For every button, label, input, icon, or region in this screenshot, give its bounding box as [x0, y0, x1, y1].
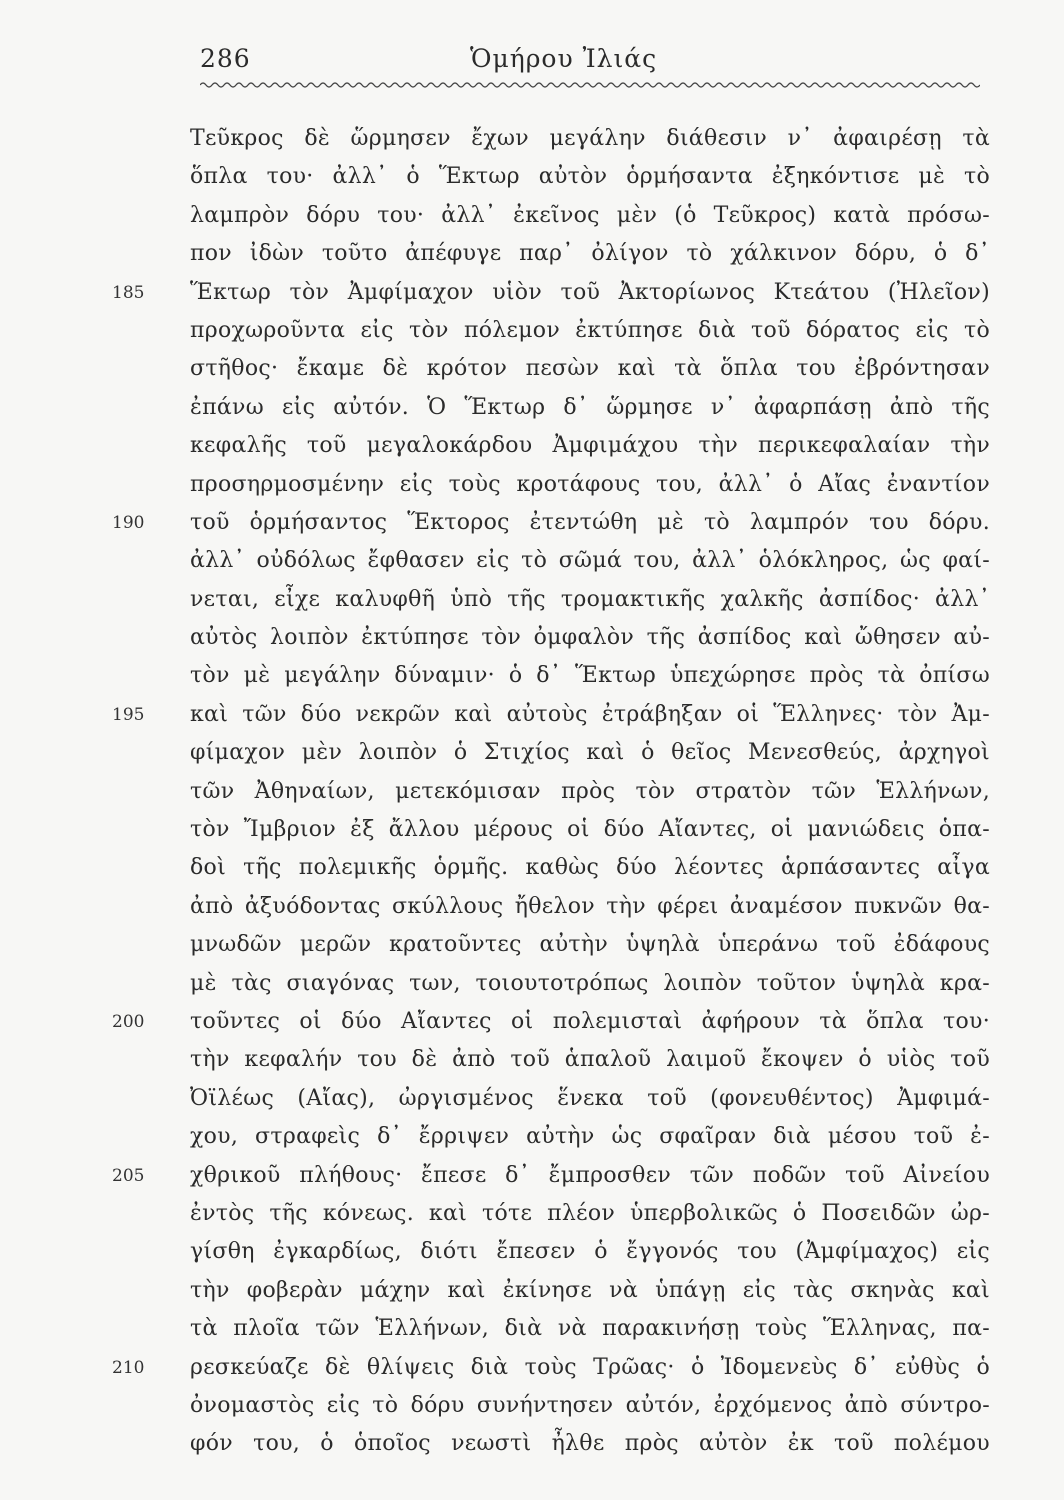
text-line: Ἕκτωρ τὸν Ἀμφίμαχον υἱὸν τοῦ Ἀκτορίωνος Κτεάτου (Ἠλεῖον) — [190, 279, 990, 305]
text-line: ἐπάνω εἰς αὐτόν. Ὁ Ἕκτωρ δ᾽ ὥρμησε ν᾽ ἀφαρπάσῃ ἀπὸ τῆς — [190, 394, 990, 420]
text-line: λαμπρὸν δόρυ του· ἀλλ᾽ ἐκεῖνος μὲν (ὁ Τεῦκρος) κατὰ πρόσω- — [190, 202, 990, 228]
text-line: προσηρμοσμένην εἰς τοὺς κροτάφους του, ἀλλ᾽ ὁ Αἴας ἐναντίον — [190, 471, 990, 497]
text-line: Τεῦκρος δὲ ὥρμησεν ἔχων μεγάλην διάθεσιν ν᾽ ἀφαιρέσῃ τὰ — [190, 126, 990, 151]
text-line: κεφαλῆς τοῦ μεγαλοκάρδου Ἀμφιμάχου τὴν περικεφαλαίαν τὴν — [190, 433, 990, 459]
text-line: ὀνομαστὸς εἰς τὸ δόρυ συνήντησεν αὐτόν, ἐρχόμενος ἀπὸ σύντρο- — [190, 1392, 990, 1418]
text-line: μὲ τὰς σιαγόνας των, τοιουτοτρόπως λοιπὸν τοῦτον ὑψηλὰ κρα- — [190, 970, 990, 996]
text-line: πον ἰδὼν τοῦτο ἀπέφυγε παρ᾽ ὀλίγον τὸ χάλκινον δόρυ, ὁ δ᾽ — [190, 241, 990, 267]
text-line: τὴν φοβερὰν μάχην καὶ ἐκίνησε νὰ ὑπάγῃ εἰς τὰς σκηνὰς καὶ — [190, 1277, 990, 1303]
running-title: Ὁμήρου Ἰλιάς — [470, 44, 658, 73]
line-number: 200 — [112, 1012, 145, 1033]
text-line: στῆθος· ἔκαμε δὲ κρότον πεσὼν καὶ τὰ ὅπλα του ἐβρόντησαν — [190, 356, 990, 382]
text-line: ἀπὸ ἀξυόδοντας σκύλλους ἤθελον τὴν φέρει ἀναμέσον πυκνῶν θα- — [190, 893, 990, 919]
text-line: Ὀϊλέως (Αἴας), ὠργισμένος ἕνεκα τοῦ (φονευθέντος) Ἀμφιμά- — [190, 1085, 990, 1111]
text-line: τὰ πλοῖα τῶν Ἑλλήνων, διὰ νὰ παρακινήσῃ τοὺς Ἕλληνας, πα- — [190, 1316, 990, 1342]
text-line: χου, στραφεὶς δ᾽ ἔρριψεν αὐτὴν ὡς σφαῖραν διὰ μέσου τοῦ ἐ- — [190, 1124, 990, 1150]
text-line: τοῦντες οἱ δύο Αἴαντες οἱ πολεμισταὶ ἀφήρουν τὰ ὅπλα του· — [190, 1008, 990, 1034]
line-number: 195 — [112, 705, 145, 725]
text-line: τὸν Ἴμβριον ἐξ ἄλλου μέρους οἱ δύο Αἴαντες, οἱ μανιώδεις ὁπα- — [190, 817, 990, 843]
text-line: χθρικοῦ πλήθους· ἔπεσε δ᾽ ἔμπροσθεν τῶν ποδῶν τοῦ Αἰνείου — [190, 1162, 990, 1188]
page-header — [200, 44, 980, 84]
page-number: 286 — [200, 44, 251, 73]
line-number: 190 — [112, 513, 145, 533]
line-number: 185 — [112, 282, 145, 303]
text-line: νεται, εἶχε καλυφθῆ ὑπὸ τῆς τρομακτικῆς χαλκῆς ἀσπίδος· ἀλλ᾽ — [190, 586, 990, 612]
text-line: ρεσκεύαζε δὲ θλίψεις διὰ τοὺς Τρῶας· ὁ Ἰδομενεὺς δ᾽ εὐθὺς ὁ — [190, 1354, 990, 1380]
text-line: τὴν κεφαλήν του δὲ ἀπὸ τοῦ ἁπαλοῦ λαιμοῦ ἔκοψεν ὁ υἱὸς τοῦ — [190, 1047, 990, 1073]
wavy-rule — [200, 80, 980, 90]
text-line: φίμαχον μὲν λοιπὸν ὁ Στιχίος καὶ ὁ θεῖος Μενεσθεύς, ἀρχηγοὶ — [190, 740, 990, 766]
text-line: φόν του, ὁ ὁποῖος νεωστὶ ἦλθε πρὸς αὐτὸν ἐκ τοῦ πολέμου — [190, 1431, 990, 1457]
text-line: ἀλλ᾽ οὐδόλως ἔφθασεν εἰς τὸ σῶμά του, ἀλλ᾽ ὁλόκληρος, ὡς φαί- — [190, 548, 990, 574]
text-line: ὅπλα του· ἀλλ᾽ ὁ Ἕκτωρ αὐτὸν ὁρμήσαντα ἐξηκόντισε μὲ τὸ — [190, 164, 990, 190]
line-number: 210 — [112, 1357, 145, 1378]
text-line: προχωροῦντα εἰς τὸν πόλεμον ἐκτύπησε διὰ τοῦ δόρατος εἰς τὸ — [190, 317, 990, 343]
text-line: τὸν μὲ μεγάλην δύναμιν· ὁ δ᾽ Ἕκτωρ ὑπεχώρησε πρὸς τὰ ὀπίσω — [190, 663, 990, 689]
text-line: αὐτὸς λοιπὸν ἐκτύπησε τὸν ὀμφαλὸν τῆς ἀσπίδος καὶ ὤθησεν αὐ- — [190, 625, 990, 651]
text-line: τῶν Ἀθηναίων, μετεκόμισαν πρὸς τὸν στρατὸν τῶν Ἑλλήνων, — [190, 778, 990, 804]
text-line: γίσθη ἐγκαρδίως, διότι ἔπεσεν ὁ ἔγγονός του (Ἀμφίμαχος) εἰς — [190, 1239, 990, 1265]
text-line: ἐντὸς τῆς κόνεως. καὶ τότε πλέον ὑπερβολικῶς ὁ Ποσειδῶν ὠρ- — [190, 1200, 990, 1226]
text-line: μνωδῶν μερῶν κρατοῦντες αὐτὴν ὑψηλὰ ὑπεράνω τοῦ ἐδάφους — [190, 932, 990, 958]
text-line: δοὶ τῆς πολεμικῆς ὁρμῆς. καθὼς δύο λέοντες ἁρπάσαντες αἶγα — [190, 855, 990, 881]
body-text — [190, 120, 990, 1464]
text-line: τοῦ ὁρμήσαντος Ἕκτορος ἐτεντώθη μὲ τὸ λαμπρόν του δόρυ. — [190, 509, 990, 535]
text-line: καὶ τῶν δύο νεκρῶν καὶ αὐτοὺς ἐτράβηξαν οἱ Ἕλληνες· τὸν Ἀμ- — [190, 701, 990, 727]
line-number: 205 — [112, 1165, 145, 1186]
